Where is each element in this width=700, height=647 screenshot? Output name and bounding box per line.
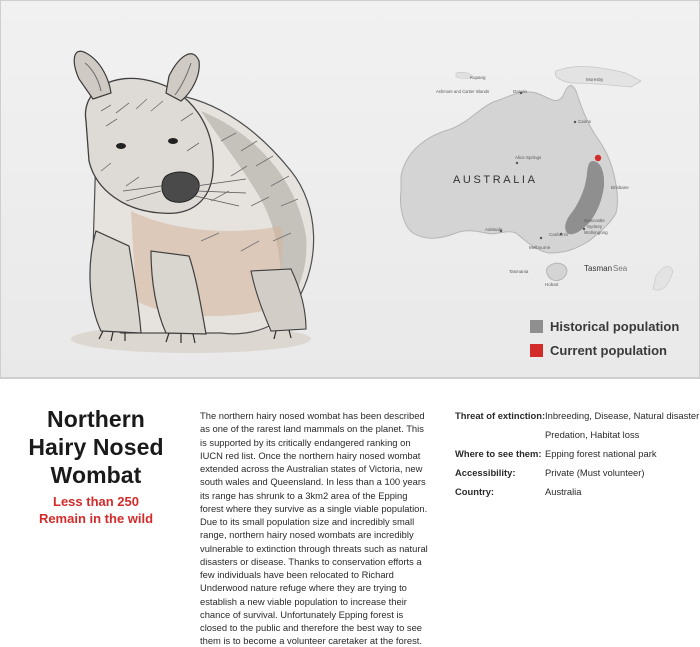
legend-swatch-current [530,344,543,357]
map-label-alice-springs: Alice Springs [515,155,542,160]
wombat-illustration [71,51,314,353]
fact-value-access: Private (Must volunteer) [545,467,645,478]
population-status-line-1: Less than 250 [53,494,139,509]
legend-label-current: Current population [550,343,667,358]
section-divider [0,378,700,379]
map-label-moresby: Moresby [586,77,604,82]
map-label-melbourne: Melbourne [529,245,551,250]
fact-label-country: Country: [455,486,495,497]
legend-item-historical [530,319,679,334]
fact-row-country [455,485,700,498]
fact-row-where [455,447,700,460]
legend-item-current [530,343,667,358]
title-block [0,405,192,527]
species-name-line-3: Wombat [50,462,142,488]
map-country-label: AUSTRALIA [453,174,538,186]
map-label-newcastle: Newcastle [584,218,605,223]
map-label-brisbane: Brisbane [611,185,629,190]
legend-swatch-historical [530,320,543,333]
fact-row-access [455,466,700,479]
fact-value-where: Epping forest national park [545,448,657,459]
map-label-sydney: Sydney [587,224,603,229]
fact-row-threat [455,409,700,422]
legend-label-historical: Historical population [550,319,680,334]
species-name-line-2: Hairy Nosed [28,434,164,460]
map-label-tasmania: Tasmania [509,269,529,274]
fact-label-where: Where to see them: [455,448,542,459]
map-label-adelaide: Adelaide [485,227,503,232]
description-text: The northern hairy nosed wombat has been described as one of the rarest land mammals on the planet. This is supported by its critically endangered ranking on IUCN red list. Once the northern hairy nosed wombat extended across the Australian states of Victoria, new south wales and Queensland. In less than a 100 years its range has shrunk to a 3km2 area of the Epping forest where they survive as a single viable population. Due to its small population size and incredibly small range, northern hairy nosed wombats are incredibly vulnerable to extinction through threats such as natural disasters or disease. Thanks to conservation efforts a few individuals have been relocated to Richard Underwood nature refuge where they are trying to establish a new viable population to increase their chance of survival. Unfortunately Epping forest is closed to the public and therefore the best way to see them is to become a volunteer caretaker at the forest. [200,410,428,647]
map-label-ashmore: Ashmore and Cartier Islands [436,89,490,94]
map-label-canberra: Canberra [549,232,568,237]
facts-panel [455,409,700,498]
fact-value-threat-cont: Predation, Habitat loss [545,429,640,440]
map-label-wollongong: Wollongong [584,230,608,235]
map-label-kupang: Kupang [470,75,486,80]
population-status [0,493,192,527]
map-sea-label: Tasman [584,264,613,273]
map-label-hobart: Hobart [545,282,559,287]
fact-value-country: Australia [545,486,582,497]
map-label-darwin: Darwin [513,89,528,94]
species-name-line-1: Northern [47,406,145,432]
current-range [595,155,601,161]
map-sea-label-suffix: Sea [613,264,628,273]
fact-label-threat: Threat of extinction: [455,410,546,421]
species-name [0,405,192,489]
population-status-line-2: Remain in the wild [38,511,154,526]
map-label-cairns: Cairns [578,119,592,124]
fact-label-access: Accessibility: [455,467,516,478]
fact-value-threat: Inbreeding, Disease, Natural disaster [545,410,700,421]
